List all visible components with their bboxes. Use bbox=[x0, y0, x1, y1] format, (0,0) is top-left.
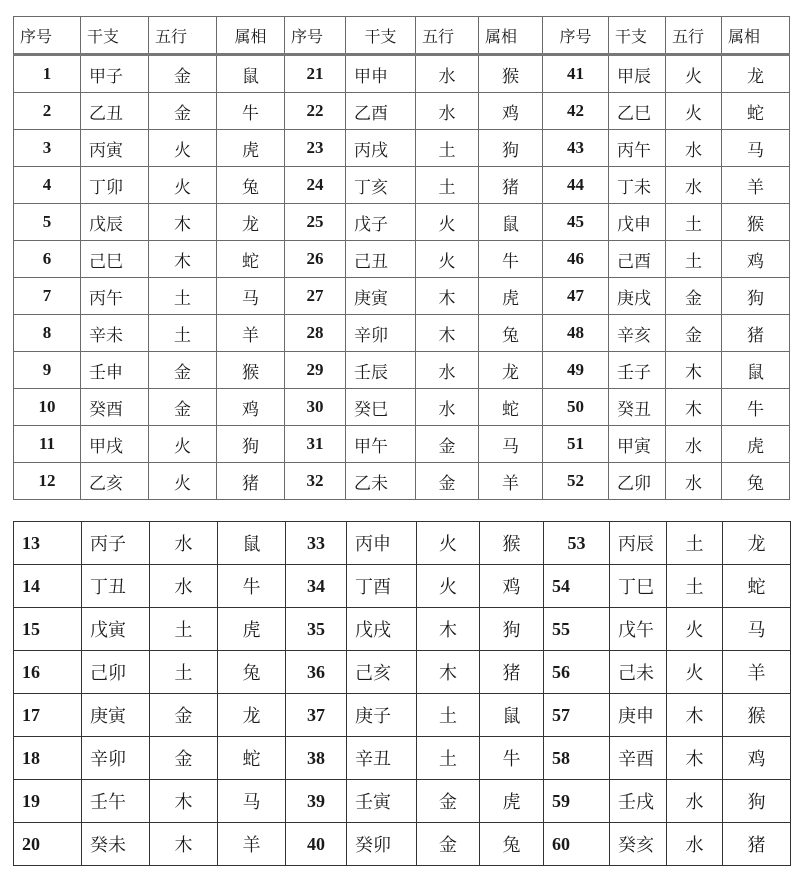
element-cell: 火 bbox=[149, 426, 217, 463]
zodiac-cell: 猪 bbox=[479, 167, 543, 204]
header-cell: 干支 bbox=[81, 17, 149, 55]
ganzhi-cell: 癸丑 bbox=[609, 389, 666, 426]
ganzhi-cell: 丙辰 bbox=[610, 522, 667, 565]
element-cell: 土 bbox=[666, 241, 722, 278]
table-row bbox=[14, 565, 791, 608]
table-row bbox=[14, 463, 790, 500]
element-cell: 水 bbox=[666, 130, 722, 167]
ganzhi-cell: 辛酉 bbox=[610, 737, 667, 780]
index-cell: 14 bbox=[14, 565, 82, 608]
element-cell: 木 bbox=[667, 737, 723, 780]
zodiac-cell: 龙 bbox=[479, 352, 543, 389]
index-cell: 27 bbox=[285, 278, 346, 315]
element-cell: 金 bbox=[150, 737, 218, 780]
table-row bbox=[14, 278, 790, 315]
element-cell: 火 bbox=[667, 608, 723, 651]
table-row bbox=[14, 55, 790, 93]
ganzhi-cell: 庚戌 bbox=[609, 278, 666, 315]
zodiac-cell: 虎 bbox=[722, 426, 790, 463]
zodiac-cell: 龙 bbox=[217, 204, 285, 241]
element-cell: 金 bbox=[417, 823, 480, 866]
element-cell: 火 bbox=[666, 93, 722, 130]
ganzhi-cell: 己亥 bbox=[347, 651, 417, 694]
element-cell: 水 bbox=[416, 352, 479, 389]
element-cell: 土 bbox=[667, 565, 723, 608]
index-cell: 31 bbox=[285, 426, 346, 463]
zodiac-cell: 蛇 bbox=[479, 389, 543, 426]
ganzhi-cell: 癸巳 bbox=[346, 389, 416, 426]
element-cell: 火 bbox=[149, 130, 217, 167]
index-cell: 20 bbox=[14, 823, 82, 866]
index-cell: 46 bbox=[543, 241, 609, 278]
element-cell: 土 bbox=[150, 651, 218, 694]
element-cell: 木 bbox=[667, 694, 723, 737]
ganzhi-cell: 丁巳 bbox=[610, 565, 667, 608]
element-cell: 金 bbox=[416, 426, 479, 463]
ganzhi-cell: 丁亥 bbox=[346, 167, 416, 204]
index-cell: 32 bbox=[285, 463, 346, 500]
ganzhi-cell: 甲戌 bbox=[81, 426, 149, 463]
element-cell: 木 bbox=[417, 608, 480, 651]
zodiac-cell: 鼠 bbox=[722, 352, 790, 389]
zodiac-cell: 猴 bbox=[722, 204, 790, 241]
zodiac-cell: 虎 bbox=[480, 780, 544, 823]
ganzhi-cell: 丙午 bbox=[81, 278, 149, 315]
ganzhi-cell: 癸未 bbox=[82, 823, 150, 866]
zodiac-cell: 马 bbox=[479, 426, 543, 463]
index-cell: 8 bbox=[14, 315, 81, 352]
index-cell: 57 bbox=[544, 694, 610, 737]
index-cell: 19 bbox=[14, 780, 82, 823]
element-cell: 水 bbox=[667, 780, 723, 823]
element-cell: 木 bbox=[666, 352, 722, 389]
header-cell: 干支 bbox=[346, 17, 416, 55]
element-cell: 金 bbox=[150, 694, 218, 737]
element-cell: 金 bbox=[417, 780, 480, 823]
zodiac-cell: 虎 bbox=[218, 608, 286, 651]
zodiac-cell: 鸡 bbox=[479, 93, 543, 130]
zodiac-cell: 蛇 bbox=[722, 93, 790, 130]
index-cell: 16 bbox=[14, 651, 82, 694]
ganzhi-cell: 戊午 bbox=[610, 608, 667, 651]
element-cell: 火 bbox=[416, 204, 479, 241]
table-row bbox=[14, 204, 790, 241]
ganzhi-cell: 癸卯 bbox=[347, 823, 417, 866]
index-cell: 17 bbox=[14, 694, 82, 737]
table-row bbox=[14, 823, 791, 866]
index-cell: 43 bbox=[543, 130, 609, 167]
index-cell: 51 bbox=[543, 426, 609, 463]
element-cell: 水 bbox=[667, 823, 723, 866]
index-cell: 56 bbox=[544, 651, 610, 694]
header-cell: 序号 bbox=[285, 17, 346, 55]
zodiac-cell: 鸡 bbox=[723, 737, 791, 780]
ganzhi-cell: 辛卯 bbox=[82, 737, 150, 780]
ganzhi-cell: 丙申 bbox=[347, 522, 417, 565]
ganzhi-cell: 乙未 bbox=[346, 463, 416, 500]
index-cell: 45 bbox=[543, 204, 609, 241]
zodiac-cell: 马 bbox=[723, 608, 791, 651]
zodiac-cell: 羊 bbox=[479, 463, 543, 500]
index-cell: 6 bbox=[14, 241, 81, 278]
index-cell: 49 bbox=[543, 352, 609, 389]
index-cell: 55 bbox=[544, 608, 610, 651]
element-cell: 木 bbox=[150, 780, 218, 823]
element-cell: 金 bbox=[149, 93, 217, 130]
index-cell: 39 bbox=[286, 780, 347, 823]
element-cell: 土 bbox=[417, 694, 480, 737]
index-cell: 22 bbox=[285, 93, 346, 130]
zodiac-cell: 猴 bbox=[723, 694, 791, 737]
zodiac-cell: 牛 bbox=[217, 93, 285, 130]
element-cell: 木 bbox=[149, 204, 217, 241]
zodiac-cell: 兔 bbox=[218, 651, 286, 694]
table-row bbox=[14, 780, 791, 823]
table-row bbox=[14, 389, 790, 426]
element-cell: 火 bbox=[149, 167, 217, 204]
ganzhi-cell: 丁未 bbox=[609, 167, 666, 204]
element-cell: 水 bbox=[416, 389, 479, 426]
ganzhi-cell: 己酉 bbox=[609, 241, 666, 278]
ganzhi-cell: 戊戌 bbox=[347, 608, 417, 651]
zodiac-cell: 猪 bbox=[722, 315, 790, 352]
index-cell: 48 bbox=[543, 315, 609, 352]
zodiac-cell: 鼠 bbox=[480, 694, 544, 737]
element-cell: 土 bbox=[150, 608, 218, 651]
zodiac-cell: 龙 bbox=[722, 55, 790, 93]
ganzhi-cell: 己未 bbox=[610, 651, 667, 694]
element-cell: 土 bbox=[667, 522, 723, 565]
sexagenary-table-bottom bbox=[13, 521, 791, 866]
ganzhi-cell: 戊申 bbox=[609, 204, 666, 241]
ganzhi-cell: 壬午 bbox=[82, 780, 150, 823]
element-cell: 水 bbox=[666, 167, 722, 204]
ganzhi-cell: 壬子 bbox=[609, 352, 666, 389]
header-row bbox=[14, 17, 790, 55]
ganzhi-cell: 甲辰 bbox=[609, 55, 666, 93]
element-cell: 水 bbox=[666, 463, 722, 500]
element-cell: 金 bbox=[149, 55, 217, 93]
index-cell: 25 bbox=[285, 204, 346, 241]
element-cell: 土 bbox=[417, 737, 480, 780]
index-cell: 11 bbox=[14, 426, 81, 463]
table-row bbox=[14, 315, 790, 352]
index-cell: 23 bbox=[285, 130, 346, 167]
element-cell: 木 bbox=[149, 241, 217, 278]
index-cell: 59 bbox=[544, 780, 610, 823]
zodiac-cell: 狗 bbox=[722, 278, 790, 315]
element-cell: 木 bbox=[417, 651, 480, 694]
zodiac-cell: 蛇 bbox=[218, 737, 286, 780]
ganzhi-cell: 辛卯 bbox=[346, 315, 416, 352]
ganzhi-cell: 乙巳 bbox=[609, 93, 666, 130]
index-cell: 37 bbox=[286, 694, 347, 737]
table-row bbox=[14, 426, 790, 463]
ganzhi-cell: 丙子 bbox=[82, 522, 150, 565]
ganzhi-cell: 甲寅 bbox=[609, 426, 666, 463]
ganzhi-cell: 丙午 bbox=[609, 130, 666, 167]
element-cell: 火 bbox=[416, 241, 479, 278]
zodiac-cell: 鸡 bbox=[722, 241, 790, 278]
table-row bbox=[14, 93, 790, 130]
table-row bbox=[14, 130, 790, 167]
ganzhi-cell: 乙丑 bbox=[81, 93, 149, 130]
zodiac-cell: 羊 bbox=[722, 167, 790, 204]
zodiac-cell: 猴 bbox=[479, 55, 543, 93]
zodiac-cell: 猪 bbox=[723, 823, 791, 866]
index-cell: 2 bbox=[14, 93, 81, 130]
zodiac-cell: 狗 bbox=[479, 130, 543, 167]
index-cell: 44 bbox=[543, 167, 609, 204]
zodiac-cell: 马 bbox=[217, 278, 285, 315]
zodiac-cell: 蛇 bbox=[723, 565, 791, 608]
element-cell: 金 bbox=[666, 278, 722, 315]
ganzhi-cell: 乙酉 bbox=[346, 93, 416, 130]
element-cell: 火 bbox=[666, 55, 722, 93]
ganzhi-cell: 丁酉 bbox=[347, 565, 417, 608]
header-cell: 五行 bbox=[149, 17, 217, 55]
element-cell: 火 bbox=[667, 651, 723, 694]
header-cell: 属相 bbox=[479, 17, 543, 55]
element-cell: 土 bbox=[416, 130, 479, 167]
index-cell: 38 bbox=[286, 737, 347, 780]
index-cell: 30 bbox=[285, 389, 346, 426]
index-cell: 4 bbox=[14, 167, 81, 204]
zodiac-cell: 鼠 bbox=[218, 522, 286, 565]
header-cell: 序号 bbox=[543, 17, 609, 55]
element-cell: 火 bbox=[417, 522, 480, 565]
zodiac-cell: 龙 bbox=[218, 694, 286, 737]
zodiac-cell: 狗 bbox=[480, 608, 544, 651]
table-row bbox=[14, 167, 790, 204]
header-cell: 干支 bbox=[609, 17, 666, 55]
ganzhi-cell: 戊子 bbox=[346, 204, 416, 241]
ganzhi-cell: 甲午 bbox=[346, 426, 416, 463]
ganzhi-cell: 庚寅 bbox=[346, 278, 416, 315]
ganzhi-cell: 丁丑 bbox=[82, 565, 150, 608]
header-cell: 序号 bbox=[14, 17, 81, 55]
index-cell: 33 bbox=[286, 522, 347, 565]
index-cell: 41 bbox=[543, 55, 609, 93]
index-cell: 54 bbox=[544, 565, 610, 608]
zodiac-cell: 蛇 bbox=[217, 241, 285, 278]
element-cell: 水 bbox=[150, 565, 218, 608]
index-cell: 35 bbox=[286, 608, 347, 651]
ganzhi-cell: 乙亥 bbox=[81, 463, 149, 500]
zodiac-cell: 牛 bbox=[722, 389, 790, 426]
ganzhi-cell: 辛未 bbox=[81, 315, 149, 352]
element-cell: 木 bbox=[416, 315, 479, 352]
ganzhi-cell: 丙戌 bbox=[346, 130, 416, 167]
element-cell: 火 bbox=[417, 565, 480, 608]
zodiac-cell: 猴 bbox=[480, 522, 544, 565]
ganzhi-cell: 庚子 bbox=[347, 694, 417, 737]
zodiac-cell: 兔 bbox=[722, 463, 790, 500]
element-cell: 火 bbox=[149, 463, 217, 500]
ganzhi-cell: 辛亥 bbox=[609, 315, 666, 352]
element-cell: 木 bbox=[666, 389, 722, 426]
ganzhi-cell: 辛丑 bbox=[347, 737, 417, 780]
index-cell: 36 bbox=[286, 651, 347, 694]
ganzhi-cell: 甲申 bbox=[346, 55, 416, 93]
index-cell: 26 bbox=[285, 241, 346, 278]
index-cell: 7 bbox=[14, 278, 81, 315]
index-cell: 42 bbox=[543, 93, 609, 130]
element-cell: 水 bbox=[666, 426, 722, 463]
index-cell: 50 bbox=[543, 389, 609, 426]
ganzhi-cell: 壬申 bbox=[81, 352, 149, 389]
index-cell: 15 bbox=[14, 608, 82, 651]
index-cell: 10 bbox=[14, 389, 81, 426]
zodiac-cell: 虎 bbox=[479, 278, 543, 315]
sexagenary-table-top bbox=[13, 16, 790, 500]
zodiac-cell: 龙 bbox=[723, 522, 791, 565]
ganzhi-cell: 壬戌 bbox=[610, 780, 667, 823]
zodiac-cell: 鸡 bbox=[217, 389, 285, 426]
zodiac-cell: 牛 bbox=[218, 565, 286, 608]
zodiac-cell: 羊 bbox=[723, 651, 791, 694]
element-cell: 土 bbox=[149, 315, 217, 352]
index-cell: 28 bbox=[285, 315, 346, 352]
element-cell: 水 bbox=[416, 93, 479, 130]
ganzhi-cell: 乙卯 bbox=[609, 463, 666, 500]
ganzhi-cell: 己卯 bbox=[82, 651, 150, 694]
zodiac-cell: 鼠 bbox=[217, 55, 285, 93]
ganzhi-cell: 丁卯 bbox=[81, 167, 149, 204]
ganzhi-cell: 丙寅 bbox=[81, 130, 149, 167]
zodiac-cell: 牛 bbox=[480, 737, 544, 780]
index-cell: 52 bbox=[543, 463, 609, 500]
element-cell: 金 bbox=[666, 315, 722, 352]
table-row bbox=[14, 608, 791, 651]
index-cell: 40 bbox=[286, 823, 347, 866]
index-cell: 5 bbox=[14, 204, 81, 241]
element-cell: 金 bbox=[416, 463, 479, 500]
header-cell: 属相 bbox=[722, 17, 790, 55]
index-cell: 3 bbox=[14, 130, 81, 167]
zodiac-cell: 猴 bbox=[217, 352, 285, 389]
ganzhi-cell: 壬寅 bbox=[347, 780, 417, 823]
element-cell: 金 bbox=[149, 352, 217, 389]
zodiac-cell: 马 bbox=[218, 780, 286, 823]
element-cell: 木 bbox=[150, 823, 218, 866]
zodiac-cell: 牛 bbox=[479, 241, 543, 278]
zodiac-cell: 鼠 bbox=[479, 204, 543, 241]
index-cell: 12 bbox=[14, 463, 81, 500]
index-cell: 29 bbox=[285, 352, 346, 389]
table-row bbox=[14, 737, 791, 780]
ganzhi-cell: 壬辰 bbox=[346, 352, 416, 389]
index-cell: 9 bbox=[14, 352, 81, 389]
index-cell: 60 bbox=[544, 823, 610, 866]
ganzhi-cell: 癸酉 bbox=[81, 389, 149, 426]
ganzhi-cell: 癸亥 bbox=[610, 823, 667, 866]
element-cell: 金 bbox=[149, 389, 217, 426]
element-cell: 水 bbox=[150, 522, 218, 565]
table-row bbox=[14, 522, 791, 565]
table-row bbox=[14, 651, 791, 694]
index-cell: 47 bbox=[543, 278, 609, 315]
header-cell: 五行 bbox=[666, 17, 722, 55]
zodiac-cell: 狗 bbox=[217, 426, 285, 463]
zodiac-cell: 鸡 bbox=[480, 565, 544, 608]
zodiac-cell: 兔 bbox=[480, 823, 544, 866]
zodiac-cell: 马 bbox=[722, 130, 790, 167]
index-cell: 1 bbox=[14, 55, 81, 93]
index-cell: 34 bbox=[286, 565, 347, 608]
element-cell: 水 bbox=[416, 55, 479, 93]
zodiac-cell: 兔 bbox=[479, 315, 543, 352]
table-row bbox=[14, 352, 790, 389]
header-cell: 属相 bbox=[217, 17, 285, 55]
index-cell: 21 bbox=[285, 55, 346, 93]
ganzhi-cell: 戊寅 bbox=[82, 608, 150, 651]
zodiac-cell: 羊 bbox=[218, 823, 286, 866]
header-cell: 五行 bbox=[416, 17, 479, 55]
table-row bbox=[14, 241, 790, 278]
index-cell: 24 bbox=[285, 167, 346, 204]
index-cell: 18 bbox=[14, 737, 82, 780]
ganzhi-cell: 庚寅 bbox=[82, 694, 150, 737]
table-row bbox=[14, 694, 791, 737]
zodiac-cell: 兔 bbox=[217, 167, 285, 204]
zodiac-cell: 猪 bbox=[217, 463, 285, 500]
ganzhi-cell: 己丑 bbox=[346, 241, 416, 278]
ganzhi-cell: 庚申 bbox=[610, 694, 667, 737]
index-cell: 13 bbox=[14, 522, 82, 565]
zodiac-cell: 猪 bbox=[480, 651, 544, 694]
index-cell: 53 bbox=[544, 522, 610, 565]
zodiac-cell: 虎 bbox=[217, 130, 285, 167]
ganzhi-cell: 己巳 bbox=[81, 241, 149, 278]
ganzhi-cell: 戊辰 bbox=[81, 204, 149, 241]
element-cell: 土 bbox=[416, 167, 479, 204]
element-cell: 土 bbox=[149, 278, 217, 315]
zodiac-cell: 狗 bbox=[723, 780, 791, 823]
element-cell: 土 bbox=[666, 204, 722, 241]
ganzhi-cell: 甲子 bbox=[81, 55, 149, 93]
index-cell: 58 bbox=[544, 737, 610, 780]
element-cell: 木 bbox=[416, 278, 479, 315]
zodiac-cell: 羊 bbox=[217, 315, 285, 352]
